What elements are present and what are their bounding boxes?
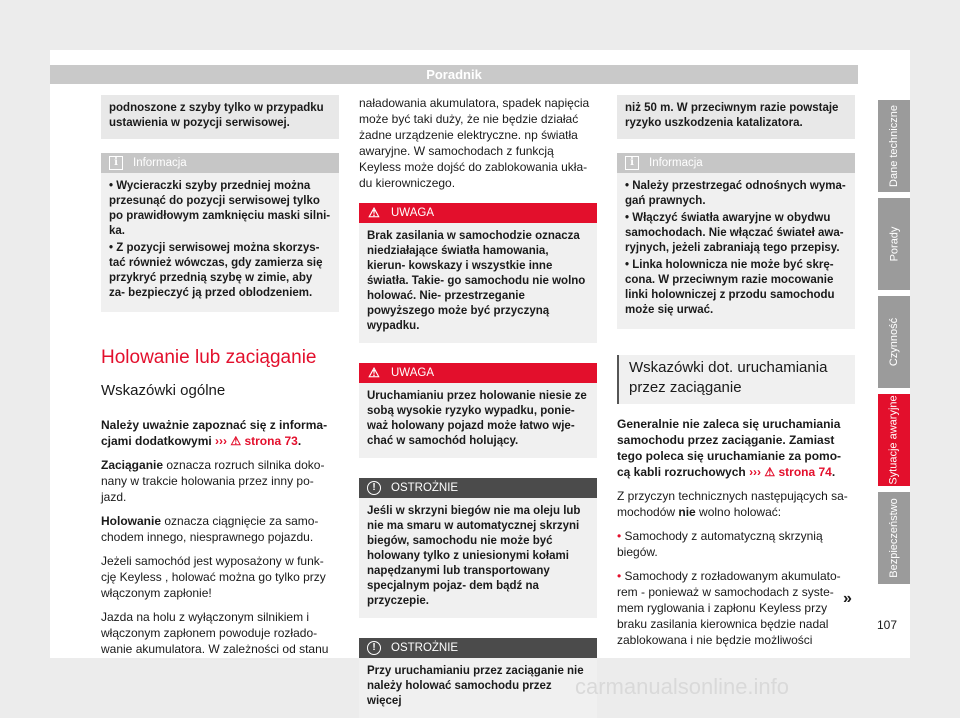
page-reference-link[interactable]: ››› ⚠ strona 74 — [749, 465, 832, 479]
warning-triangle-icon: ⚠ — [368, 365, 380, 380]
continued-note: niż 50 m. W przeciwnym razie powstaje ryzyko uszkodzenia katalizatora. — [617, 95, 855, 139]
continued-note: podnoszone z szyby tylko w przypadku ustawienia w pozycji serwisowej. — [101, 95, 339, 139]
tab-bezpieczenstwo[interactable]: Bezpieczeństwo — [878, 492, 910, 584]
list-item: • Samochody z rozładowanym akumulato- rem - ponieważ w samochodach z syste- mem ryglowania i zapłonu Keyless przy braku zasilania kierownica będzie nadal zablokowana i nie będzie możliwości — [617, 569, 841, 647]
continue-arrow-icon: » — [843, 590, 852, 607]
warning-box — [359, 363, 597, 458]
paragraph: Zaciąganie oznacza rozruch silnika doko- nany w trakcie holowania przez inny po- jazd. — [101, 458, 325, 504]
subsection-heading: Wskazówki ogólne — [101, 382, 226, 399]
info-bullet: • Linka holownicza nie może być skrę- cona. W przeciwnym razie mocowanie linki holowniczej z przodu samochodu może się urwać. — [625, 259, 835, 316]
column-1 — [101, 95, 339, 665]
page-reference-link[interactable]: ››› ⚠ strona 73 — [215, 434, 298, 448]
tab-porady[interactable]: Porady — [878, 198, 910, 290]
exclamation-circle-icon: ! — [367, 481, 381, 495]
caution-label: OSTROŻNIE — [391, 642, 459, 654]
paragraph: Jazda na holu z wyłączonym silnikiem i włączonym zapłonem powoduje rozłado- wanie akumulatora. W zależności od stanu — [101, 610, 329, 656]
list-item: • Samochody z automatyczną skrzynią biegów. — [617, 529, 823, 559]
section-heading: Wskazówki dot. uruchamiania przez zaciąganie — [617, 355, 855, 404]
paragraph: Holowanie oznacza ciągnięcie za samo- chodem innego, niesprawnego pojazdu. — [101, 514, 319, 544]
watermark: carmanualsonline.info — [575, 674, 790, 699]
section-heading: Holowanie lub zaciąganie — [101, 347, 317, 368]
tab-sytuacje-awaryjne[interactable]: Sytuacje awaryjne — [878, 394, 910, 486]
info-bullet: • Włączyć światła awaryjne w obydwu samochodach. Nie włączać świateł awa- ryjnych, jeżeli zabraniają tego przepisy. — [625, 212, 844, 254]
info-icon: i — [625, 156, 639, 170]
paragraph: Z przyczyn technicznych następujących sa- mochodów nie wolno holować: — [617, 489, 848, 519]
warning-label: UWAGA — [391, 367, 435, 379]
warning-box — [359, 203, 597, 343]
info-box — [101, 153, 339, 312]
info-icon: i — [109, 156, 123, 170]
tab-czynnosc[interactable]: Czynność — [878, 296, 910, 388]
warning-triangle-icon: ⚠ — [368, 205, 380, 220]
caution-text: Przy uruchamianiu przez zaciąganie nie należy holować samochodu przez więcej — [359, 658, 597, 718]
column-3 — [617, 95, 855, 656]
warning-label: UWAGA — [391, 207, 435, 219]
caution-text: Jeśli w skrzyni biegów nie ma oleju lub nie ma smaru w automatycznej skrzyni biegów, samochodu nie może być holowany tylko z uniesionymi kołami napędzanymi lub transportowany specjalnym pojaz- dem bądź na przyczepie. — [359, 498, 597, 618]
page-header: Poradnik — [50, 65, 858, 84]
paragraph: Jeżeli samochód jest wyposażony w funk- cję Keyless , holować można go tylko przy włączonym zapłonie! — [101, 554, 326, 600]
caution-box — [359, 638, 597, 718]
caution-label: OSTROŻNIE — [391, 482, 459, 494]
column-2 — [359, 95, 597, 718]
warning-text: Brak zasilania w samochodzie oznacza niedziałające światła hamowania, kierun- kowskazy i wszystkie inne światła. Takie- go samochodu nie wolno holować. Nie- przestrzeganie powyższego może być przyczyną wypadku. — [359, 223, 597, 343]
info-label: Informacja — [649, 157, 703, 169]
info-bullet: • Z pozycji serwisowej można skorzys- tać również wówczas, gdy zamierza się przykryć przednią szybę w zimie, aby za- bezpieczyć ją przed oblodzeniem. — [109, 242, 323, 299]
info-bullet: • Należy przestrzegać odnośnych wyma- gań prawnych. — [625, 180, 846, 207]
paragraph: naładowania akumulatora, spadek napięcia może być taki duży, że nie będzie działać żadne urządzenie elektryczne. np światła awaryjne. W samochodach z funkcją Keyless może dojść do zablokowania ukła- du kierowniczego. — [359, 96, 590, 190]
info-bullet: • Wycieraczki szyby przedniej można przesunąć do pozycji serwisowej tylko po prawidłowym zamknięciu maski silni- ka. — [109, 180, 331, 237]
info-box — [617, 153, 855, 329]
caution-box — [359, 478, 597, 618]
intro-paragraph: Należy uważnie zapoznać się z informa- cjami dodatkowymi ››› ⚠ strona 73. — [101, 418, 328, 448]
info-label: Informacja — [133, 157, 187, 169]
intro-paragraph: Generalnie nie zaleca się uruchamiania samochodu przez zaciąganie. Zamiast tego poleca się uruchamianie za pomo- cą kabli rozruchowych ››› ⚠ strona 74. — [617, 417, 842, 479]
page-number: 107 — [877, 618, 898, 632]
exclamation-circle-icon: ! — [367, 641, 381, 655]
warning-text: Uruchamianiu przez holowanie niesie ze sobą wysokie ryzyko wypadku, ponie- waż holowany pojazd może łatwo wje- chać w samochód holujący. — [359, 383, 597, 458]
tab-dane-techniczne[interactable]: Dane techniczne — [878, 100, 910, 192]
